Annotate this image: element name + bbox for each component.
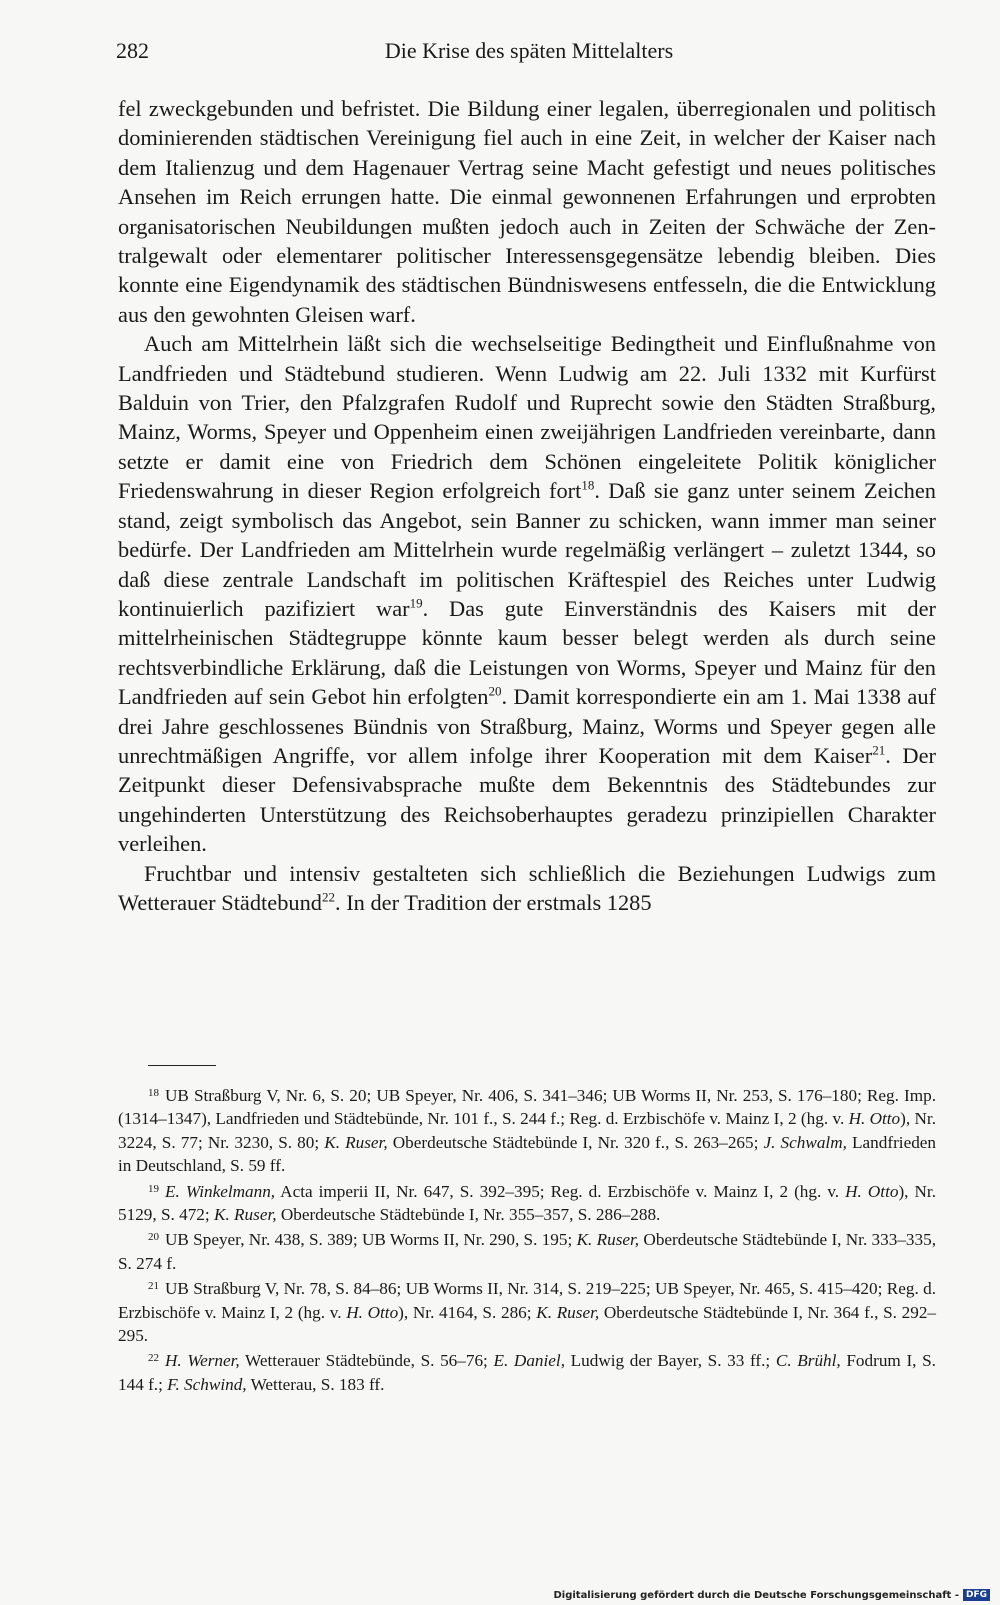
- digitization-credit: [553, 1589, 990, 1601]
- running-title: Die Krise des späten Mittelalters: [384, 38, 674, 63]
- paragraph-3-part-a: Fruchtbar und intensiv gestalteten sich schließlich die Beziehungen Ludwigs zum Wetterauer Städtebund: [118, 860, 936, 915]
- main-text: [118, 94, 936, 917]
- footnote-separator: [148, 1065, 216, 1066]
- footnote-ref-22: 22: [322, 889, 335, 905]
- footnote-author: H. Otto: [848, 1109, 901, 1129]
- paragraph-3: [118, 859, 936, 918]
- footnote-ref-20: 20: [488, 683, 502, 699]
- footnote-text: UB Straßburg V, Nr. 6, S. 20; UB Speyer, Nr. 406, S. 341–346; UB Worms II, Nr. 253, S. 176–180; Reg. Imp. (1314–1347), Landfrieden und Städtebünde, Nr. 101 f., S. 244 f.; Reg. d. Erzbischöfe v. Mainz I, 2 (hg. v.: [118, 1086, 936, 1129]
- footnote-18: [118, 1082, 936, 1178]
- footnote-text: Wetterau, S. 183 ff.: [246, 1374, 385, 1394]
- footnote-21: [118, 1275, 936, 1347]
- page-number: 282: [116, 38, 149, 63]
- footnote-text: Oberdeutsche Städtebünde I, Nr. 364 f., S. 292–295.: [118, 1302, 937, 1346]
- footnote-author: K. Ruser,: [576, 1230, 640, 1250]
- paragraph-2-part-a: Auch am Mittelrhein läßt sich die wechselseitige Bedingtheit und Einflußnahme von Landfrieden und Städtebund studieren. Wenn Ludwig am 22. Juli 1332 mit Kurfürst Balduin von Trier, den Pfalzgrafen Rudolf und Ruprecht sowie den Städten Straßburg, Mainz, Worms, Speyer und Oppenheim einen zweijährigen Landfrieden vereinbarte, dann setzte er damit eine von Friedrich dem Schönen eingeleitete Politik königlicher Friedenswahrung in dieser Region erfolgreich fort: [118, 331, 936, 504]
- footnote-text: Oberdeutsche Städtebünde I, Nr. 355–357, S. 286–288.: [276, 1205, 661, 1225]
- page-header: [116, 38, 942, 74]
- footnote-ref-18: 18: [581, 477, 595, 493]
- footnote-author: J. Schwalm,: [763, 1132, 847, 1152]
- paragraph-2-part-b: . Daß sie ganz unter seinem Zeichen stand, zeigt symbolisch das Angebot, sein Banner zu schicken, wann immer man seiner bedürfe. Der Landfrieden am Mittelrhein wurde regelmäßig verlängert – zuletzt 1344, so daß diese zentrale Landschaft im politischen Kräftespiel des Reiches unter Ludwig kontinuierlich pazifiziert war: [118, 478, 936, 621]
- footnote-text: Fodrum I, S. 144 f.;: [118, 1351, 936, 1394]
- footnote-text: Landfrieden in Deutschland, S. 59 ff.: [118, 1132, 937, 1176]
- footnote-text: ), Nr. 4164, S. 286;: [398, 1302, 537, 1322]
- footnote-number: 22: [148, 1352, 159, 1365]
- paragraph-2: [118, 329, 936, 858]
- footnote-19: [118, 1178, 936, 1227]
- footnote-text: ), Nr. 5129, S. 472;: [118, 1181, 936, 1225]
- footnote-text: UB Speyer, Nr. 438, S. 389; UB Worms II, Nr. 290, S. 195;: [165, 1230, 577, 1250]
- footnote-ref-21: 21: [872, 742, 886, 758]
- footnote-text: ), Nr. 3224, S. 77; Nr. 3230, S. 80;: [118, 1109, 936, 1152]
- paragraph-3-part-b: . In der Tradition der erstmals 1285: [335, 889, 652, 915]
- footnote-author: E. Daniel,: [493, 1351, 565, 1371]
- footnote-text: Ludwig der Bayer, S. 33 ff.;: [565, 1351, 776, 1371]
- footnote-author: H. Otto: [346, 1302, 399, 1322]
- footnote-author: H. Otto: [845, 1181, 899, 1201]
- footnote-author: C. Brühl,: [775, 1351, 841, 1371]
- paragraph-1: fel zweckgebunden und befristet. Die Bildung einer legalen, überregionalen und politisch dominierenden städtischen Vereinigung fiel auch in eine Zeit, in welcher der Kaiser nach dem Italienzug und dem Hagenauer Vertrag seine Macht gefestigt und neues politisches Ansehen im Reich errungen hatte. Die einmal gewonnenen Erfahrungen und erprobten organisatorischen Neubildungen mußten jedoch auch in Zeiten der Schwäche der Zentralgewalt oder elementarer politischer Interessensgegensätze lebendig bleiben. Dies konnte eine Eigendynamik des städtischen Bündniswesens entfesseln, die die Entwicklung aus den gewohnten Gleisen warf.: [118, 96, 936, 327]
- footnote-text: Oberdeutsche Städtebünde I, Nr. 320 f., S. 263–265;: [387, 1132, 764, 1152]
- footnote-22: [118, 1347, 936, 1396]
- footnote-author: K. Ruser,: [324, 1132, 388, 1152]
- dfg-logo: DFG: [963, 1589, 990, 1601]
- footnote-author: K. Ruser,: [536, 1302, 600, 1322]
- footnote-author: F. Schwind,: [167, 1374, 247, 1394]
- footnote-number: 20: [148, 1231, 159, 1244]
- footnote-text: Oberdeutsche Städtebünde I, Nr. 333–335, S. 274 f.: [118, 1230, 937, 1273]
- footnote-text: Wetterauer Städtebünde, S. 56–76;: [239, 1351, 494, 1371]
- footnote-number: 19: [148, 1182, 159, 1195]
- footnote-number: 21: [148, 1280, 159, 1293]
- footnote-author: E. Winkelmann,: [165, 1181, 276, 1201]
- footnote-text: Acta imperii II, Nr. 647, S. 392–395; Reg. d. Erzbischöfe v. Mainz I, 2 (hg. v.: [275, 1181, 846, 1201]
- footnote-author: K. Ruser,: [213, 1205, 277, 1225]
- paragraph-2-part-e: . Der Zeitpunkt dieser Defensivabsprache mußte dem Bekenntnis des Städtebundes zur ungehinderten Unterstützung des Reichsoberhauptes geradezu prinzipiellen Charakter verleihen.: [118, 742, 937, 857]
- paragraph-2-part-c: . Das gute Einverständnis des Kaisers mit der mittelrheinischen Städtegruppe könnte kaum besser belegt werden als durch seine rechtsverbindliche Erklärung, daß die Leistungen von Worms, Speyer und Mainz für den Landfrieden auf sein Gebot hin erfolgten: [118, 595, 936, 710]
- footnotes: [118, 1082, 936, 1396]
- footnote-ref-19: 19: [409, 595, 423, 611]
- footnote-number: 18: [148, 1087, 159, 1099]
- footnote-text: UB Straßburg V, Nr. 78, S. 84–86; UB Worms II, Nr. 314, S. 219–225; UB Speyer, Nr. 465, S. 415–420; Reg. d. Erzbischöfe v. Mainz I, 2 (hg. v.: [118, 1279, 936, 1322]
- paragraph-2-part-d: . Damit korrespondierte ein am 1. Mai 1338 auf drei Jahre geschlossenes Bündnis von Straßburg, Mainz, Worms und Speyer gegen alle unrechtmäßigen Angriffe, vor allem infolge ihrer Kooperation mit dem Kaiser: [118, 684, 937, 768]
- footnote-author: H. Werner,: [165, 1351, 240, 1371]
- credit-text: Digitalisierung gefördert durch die Deutsche Forschungsgemeinschaft -: [553, 1590, 959, 1601]
- footnote-20: [118, 1226, 936, 1275]
